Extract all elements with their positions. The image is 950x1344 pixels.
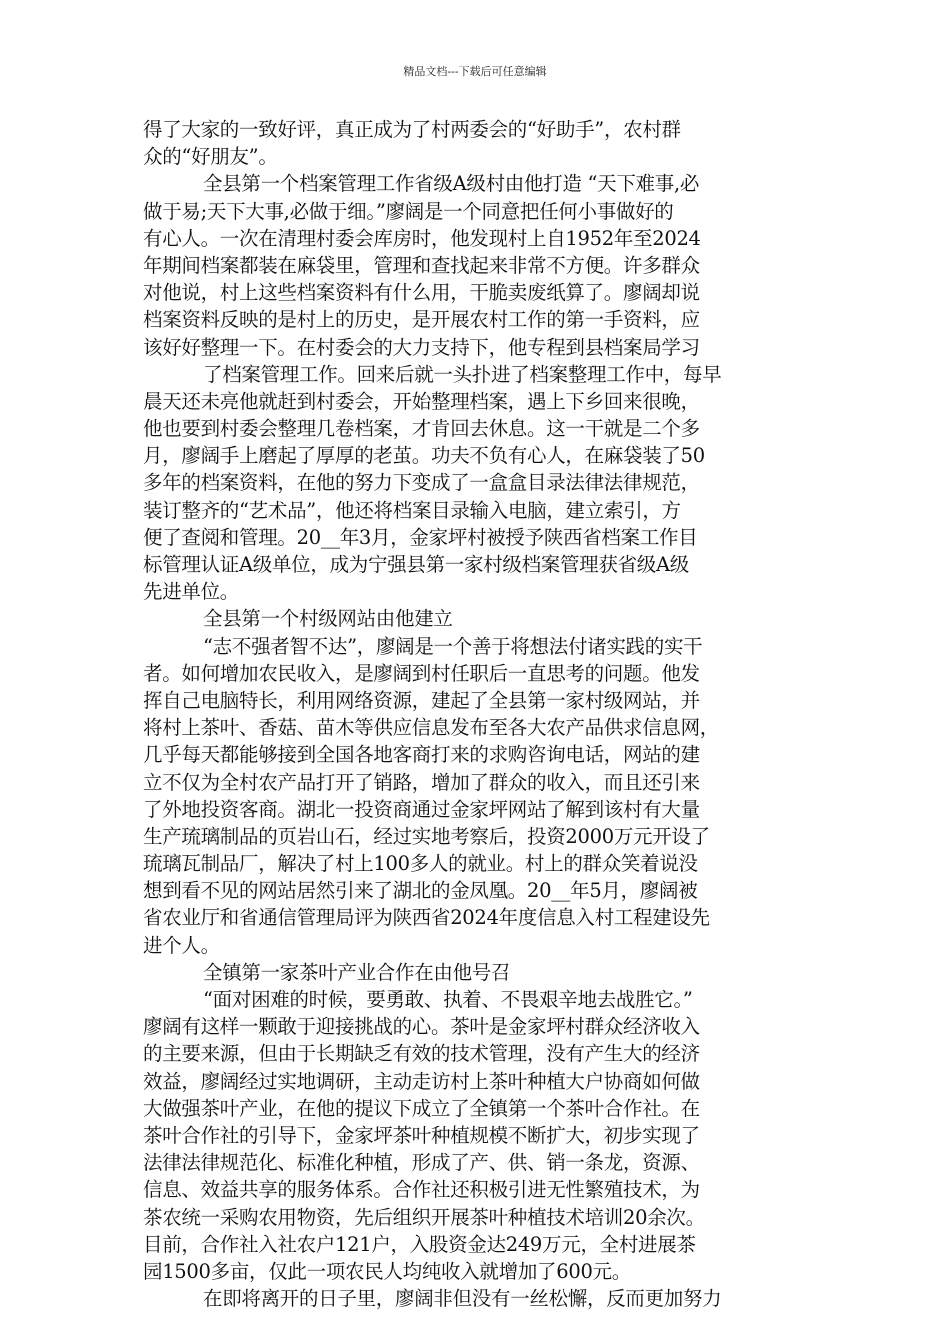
text-line: 标管理认证A级单位，成为宁强县第一家村级档案管理获省级A级 [143, 553, 689, 576]
text-line: 该好好整理一下。在村委会的大力支持下，他专程到县档案局学习 [143, 335, 700, 359]
text-line: 的主要来源，但由于长期缺乏有效的技术管理，没有产生大的经济 [143, 1042, 700, 1066]
text-line: 法律法律规范化、标准化种植，形成了产、供、销一条龙，资源、 [143, 1151, 700, 1175]
document-body [143, 116, 815, 1312]
text-line: 信息、效益共享的服务体系。合作社还积极引进无性繁殖技术，为 [143, 1178, 700, 1202]
text-line: 装订整齐的“艺术品”，他还将档案目录输入电脑，建立索引，方 [143, 498, 681, 522]
text-line: 档案资料反映的是村上的历史，是开展农村工作的第一手资料，应 [143, 308, 700, 332]
text-line: 了外地投资客商。湖北一投资商通过金家坪网站了解到该村有大量 [143, 797, 700, 821]
text-line: 得了大家的一致好评，真正成为了村两委会的“好助手”，农村群 [143, 118, 681, 141]
text-line: 全镇第一家茶叶产业合作在由他号召 [203, 960, 511, 984]
text-line: 有心人。一次在清理村委会库房时，他发现村上自1952年至2024 [143, 226, 701, 250]
text-line: 多年的档案资料，在他的努力下变成了一盒盒目录法律法律规范， [143, 471, 700, 495]
text-line: 挥自己电脑特长，利用网络资源，建起了全县第一家村级网站，并 [143, 688, 700, 712]
text-line: 廖阔有这样一颗敢于迎接挑战的心。茶叶是金家坪村群众经济收入 [143, 1015, 700, 1039]
text-line: 立不仅为全村农产品打开了销路，增加了群众的收入，而且还引来 [143, 770, 700, 794]
text-line: 大做强茶叶产业，在他的提议下成立了全镇第一个茶叶合作社。在 [143, 1096, 700, 1120]
text-line: 便了查阅和管理。20__年3月，金家坪村被授予陕西省档案工作目 [143, 525, 698, 549]
text-line: 者。如何增加农民收入，是廖阔到村任职后一直思考的问题。他发 [143, 661, 700, 685]
text-line: 全县第一个档案管理工作省级A级村由他打造 “天下难事,必 [203, 172, 700, 196]
text-line: 园1500多亩，仅此一项农民人均纯收入就增加了600元。 [143, 1259, 631, 1283]
text-line: 省农业厅和省通信管理局评为陕西省2024年度信息入村工程建设先 [143, 906, 710, 930]
text-line: 做于易;天下大事,必做于细。”廖阔是一个同意把任何小事做好的 [143, 199, 674, 223]
text-line: 先进单位。 [143, 580, 240, 604]
text-line: 全县第一个村级网站由他建立 [203, 607, 453, 631]
text-line: 茶农统一采购农用物资，先后组织开展茶叶种植技术培训20余次。 [143, 1205, 705, 1229]
text-line: 想到看不见的网站居然引来了湖北的金凤凰。20__年5月，廖阔被 [143, 879, 698, 903]
page-header: 精品文档---下载后可任意编辑 [403, 65, 547, 78]
text-line: 晨天还未亮他就赶到村委会，开始整理档案，遇上下乡回来很晚， [143, 389, 700, 413]
text-line: 琉璃瓦制品厂，解决了村上100多人的就业。村上的群众笑着说没 [143, 852, 698, 876]
text-line: 年期间档案都装在麻袋里，管理和查找起来非常不方便。许多群众 [143, 253, 700, 277]
text-line: “面对困难的时候，要勇敢、执着、不畏艰辛地去战胜它。” [203, 988, 693, 1011]
text-line: 进个人。 [143, 933, 220, 957]
text-line: 目前，合作社入社农户121户，入股资金达249万元，全村进展茶 [143, 1232, 696, 1256]
text-line: “志不强者智不达”，廖阔是一个善于将想法付诸实践的实干 [203, 634, 703, 658]
text-line: 效益，廖阔经过实地调研，主动走访村上茶叶种植大户协商如何做 [143, 1069, 700, 1093]
text-line: 月，廖阔手上磨起了厚厚的老茧。功夫不负有心人，在麻袋装了50 [143, 444, 705, 468]
text-line: 将村上茶叶、香菇、苗木等供应信息发布至各大农产品供求信息网， [143, 716, 720, 740]
text-line: 茶叶合作社的引导下，金家坪茶叶种植规模不断扩大，初步实现了 [143, 1123, 700, 1147]
text-line: 对他说，村上这些档案资料有什么用，干脆卖废纸算了。廖阔却说 [143, 281, 700, 305]
text-line: 了档案管理工作。回来后就一头扑进了档案整理工作中，每早 [203, 362, 722, 386]
text-line: 生产琉璃制品的页岩山石，经过实地考察后，投资2000万元开设了 [143, 824, 710, 848]
text-line: 几乎每天都能够接到全国各地客商打来的求购咨询电话，网站的建 [143, 743, 700, 767]
text-line: 在即将离开的日子里，廖阔非但没有一丝松懈，反而更加努力 [203, 1287, 722, 1311]
text-line: 众的“好朋友”。 [143, 145, 278, 169]
text-line: 他也要到村委会整理几卷档案，才肯回去休息。这一干就是二个多 [143, 417, 700, 441]
